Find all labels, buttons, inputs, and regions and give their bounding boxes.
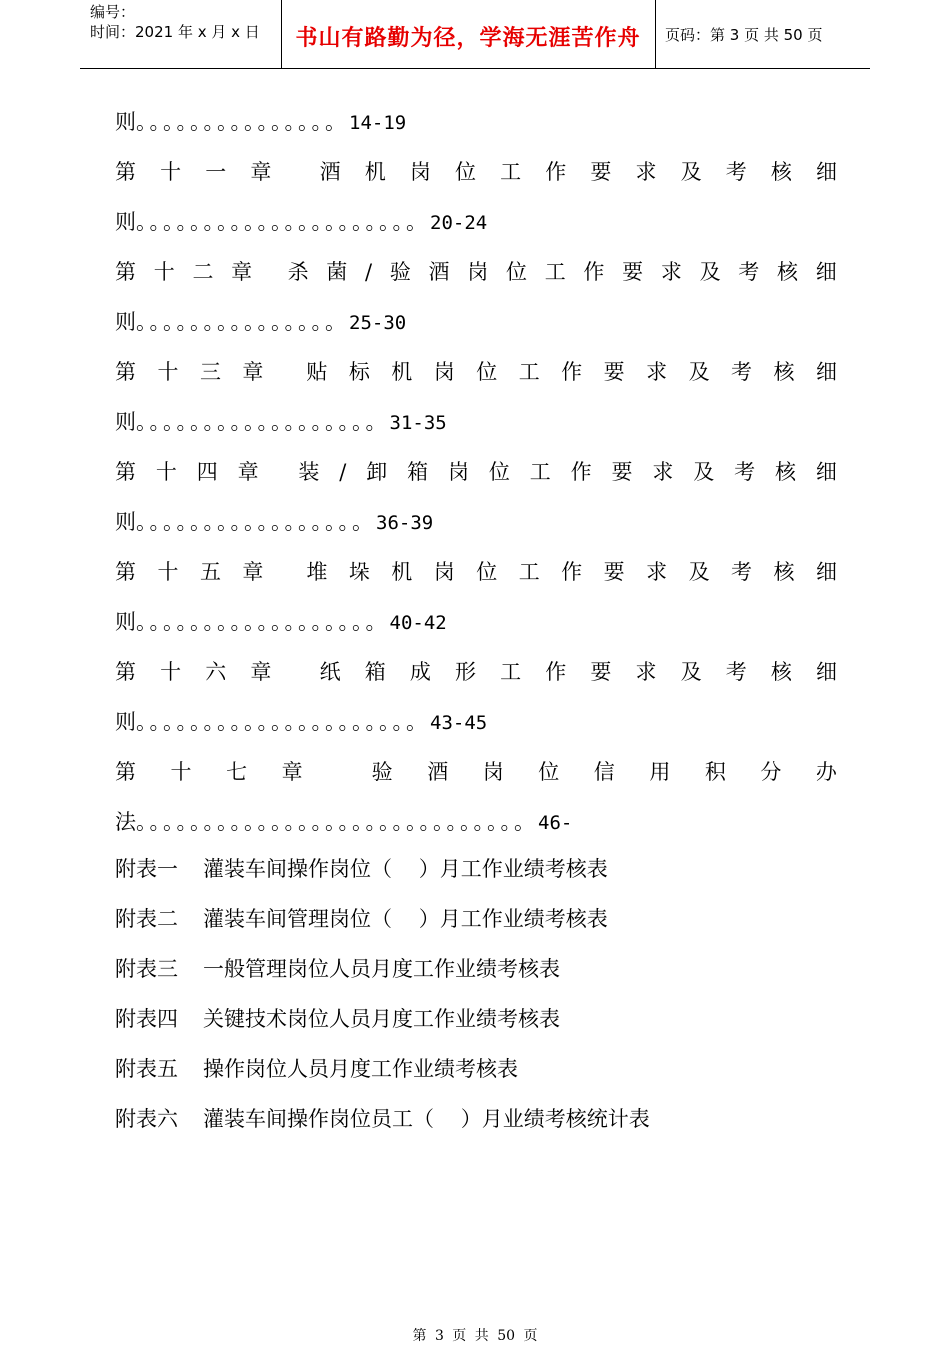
toc-chapter-heading xyxy=(115,252,837,292)
toc-heading-char: 验 xyxy=(389,260,411,284)
toc-heading-char: 要 xyxy=(590,160,612,184)
appendix-item xyxy=(115,999,560,1039)
toc-heading-char: 工 xyxy=(500,660,522,684)
toc-heading-char: 二 xyxy=(192,260,214,284)
toc-page-range: 20-24 xyxy=(430,212,488,234)
toc-heading-char: 及 xyxy=(680,660,702,684)
toc-heading-char: 考 xyxy=(731,560,753,584)
toc-heading-char: 求 xyxy=(652,460,674,484)
appendix-label: 附表一 xyxy=(115,857,178,881)
toc-leader-dots: 。。。。。。。。。。。。。。。。。。 xyxy=(136,610,390,634)
toc-heading-char: 细 xyxy=(815,460,837,484)
toc-entry-tail: 则 xyxy=(115,510,136,534)
toc-heading-char: 细 xyxy=(816,660,837,684)
toc-heading-char: 细 xyxy=(815,260,837,284)
toc-heading-char: 及 xyxy=(688,360,710,384)
toc-entry-tail: 则 xyxy=(115,210,136,234)
toc-heading-char: 核 xyxy=(770,660,792,684)
appendix-label: 附表六 xyxy=(115,1107,178,1131)
toc-heading-char: 第 xyxy=(115,660,136,684)
toc-heading-char: 作 xyxy=(570,460,592,484)
toc-heading-char: 机 xyxy=(391,360,413,384)
toc-entry-continuation xyxy=(115,602,447,642)
toc-heading-char: 十 xyxy=(160,660,182,684)
toc-leader-dots: 。。。。。。。。。。。。。。。。。。。。。。。。。。。。。 xyxy=(136,810,538,834)
toc-heading-char: 一 xyxy=(205,160,227,184)
toc-chapter-heading xyxy=(115,652,837,692)
toc-heading-char: 章 xyxy=(250,660,272,684)
toc-heading-char: 验 xyxy=(371,760,393,784)
toc-heading-char: 箱 xyxy=(407,460,429,484)
toc-page-range: 43-45 xyxy=(430,712,488,734)
toc-heading-char: 考 xyxy=(725,160,747,184)
toc-entry-tail: 则 xyxy=(115,310,136,334)
toc-heading-char: 第 xyxy=(115,160,136,184)
toc-heading-char: 要 xyxy=(590,660,612,684)
toc-page-range: 31-35 xyxy=(389,412,447,434)
toc-heading-char: 杀 xyxy=(287,260,309,284)
toc-heading-char: 工 xyxy=(518,560,540,584)
toc-heading-char: / xyxy=(365,260,373,284)
toc-heading-char: 及 xyxy=(699,260,721,284)
toc-heading-char: 酒 xyxy=(428,260,450,284)
toc-heading-char: 第 xyxy=(115,560,136,584)
toc-heading-char: 作 xyxy=(561,560,583,584)
toc-leader-dots: 。。。。。。。。。。。。。。。。。 xyxy=(136,510,376,534)
toc-heading-char: 求 xyxy=(646,560,668,584)
toc-entry-continuation xyxy=(115,702,487,742)
toc-heading-char: 核 xyxy=(773,360,795,384)
appendix-title: 灌装车间管理岗位（ ）月工作业绩考核表 xyxy=(203,907,608,931)
toc-heading-char: 核 xyxy=(770,160,792,184)
toc-heading-char: 机 xyxy=(391,560,413,584)
toc-heading-char: 岗 xyxy=(409,160,431,184)
appendix-label: 附表五 xyxy=(115,1057,178,1081)
appendix-item xyxy=(115,949,560,989)
header-divider xyxy=(655,0,656,68)
header-page-info: 页码：第 3 页 共 50 页 xyxy=(665,26,823,44)
toc-page-range: 36-39 xyxy=(376,512,434,534)
toc-heading-char: 工 xyxy=(518,360,540,384)
toc-heading-char: 垛 xyxy=(348,560,370,584)
appendix-title: 操作岗位人员月度工作业绩考核表 xyxy=(203,1057,518,1081)
toc-heading-char: 作 xyxy=(545,660,567,684)
toc-leader-dots: 。。。。。。。。。。。。。。。 xyxy=(136,310,349,334)
toc-leader-dots: 。。。。。。。。。。。。。。。。。。。。。 xyxy=(136,710,430,734)
toc-heading-char: 求 xyxy=(635,160,657,184)
toc-heading-char: 十 xyxy=(155,460,177,484)
toc-heading-char: 核 xyxy=(777,260,799,284)
toc-heading-char: 箱 xyxy=(364,660,386,684)
toc-heading-char: 标 xyxy=(348,360,370,384)
toc-heading-char: 求 xyxy=(635,660,657,684)
toc-heading-char: 核 xyxy=(773,560,795,584)
toc-heading-char: 作 xyxy=(561,360,583,384)
toc-heading-char: 菌 xyxy=(326,260,348,284)
toc-heading-char: 第 xyxy=(115,460,136,484)
toc-heading-char: 三 xyxy=(199,360,221,384)
toc-heading-char: 位 xyxy=(476,560,498,584)
header-motto: 书山有路勤为径，学海无涯苦作舟 xyxy=(295,26,641,51)
appendix-item xyxy=(115,849,608,889)
toc-heading-char: 十 xyxy=(157,560,179,584)
toc-chapter-heading xyxy=(115,552,837,592)
toc-heading-char: 信 xyxy=(593,760,615,784)
toc-leader-dots: 。。。。。。。。。。。。。。。。。。 xyxy=(136,410,390,434)
toc-heading-char: 要 xyxy=(622,260,644,284)
toc-heading-char: 工 xyxy=(529,460,551,484)
toc-heading-char: 章 xyxy=(250,160,272,184)
toc-heading-char: 章 xyxy=(242,560,264,584)
toc-heading-char: 办 xyxy=(815,760,837,784)
toc-entry-continuation xyxy=(115,102,406,142)
toc-heading-char: 作 xyxy=(545,160,567,184)
toc-heading-char: 岗 xyxy=(482,760,504,784)
toc-entry-tail: 则 xyxy=(115,110,136,134)
toc-heading-char: 酒 xyxy=(427,760,449,784)
toc-page-range: 14-19 xyxy=(349,112,407,134)
appendix-item xyxy=(115,1099,650,1139)
page-footer: 第 3 页 共 50 页 xyxy=(412,1328,538,1344)
toc-heading-char: / xyxy=(339,460,347,484)
toc-heading-char: 十 xyxy=(153,260,175,284)
toc-heading-char: 岗 xyxy=(447,460,469,484)
toc-entry-tail: 则 xyxy=(115,710,136,734)
toc-heading-char: 第 xyxy=(115,260,136,284)
toc-heading-char: 分 xyxy=(760,760,782,784)
toc-heading-char: 章 xyxy=(242,360,264,384)
document-date: 时间：2021 年 x 月 x 日 xyxy=(90,23,260,41)
page-header xyxy=(80,0,870,69)
appendix-item xyxy=(115,899,608,939)
appendix-item xyxy=(115,1049,518,1089)
toc-heading-char: 形 xyxy=(455,660,476,684)
toc-heading-char: 堆 xyxy=(306,560,328,584)
toc-heading-char: 位 xyxy=(505,260,527,284)
toc-heading-char: 求 xyxy=(646,360,668,384)
toc-leader-dots: 。。。。。。。。。。。。。。。。。。。。。 xyxy=(136,210,430,234)
toc-heading-char: 细 xyxy=(816,160,837,184)
toc-heading-char: 要 xyxy=(603,560,625,584)
toc-heading-char: 考 xyxy=(734,460,756,484)
appendix-label: 附表三 xyxy=(115,957,178,981)
toc-heading-char: 核 xyxy=(774,460,796,484)
toc-chapter-heading xyxy=(115,452,837,492)
toc-heading-char: 岗 xyxy=(433,360,455,384)
toc-heading-char: 岗 xyxy=(433,560,455,584)
toc-entry-tail: 则 xyxy=(115,610,136,634)
toc-entry-continuation xyxy=(115,502,433,542)
toc-heading-char: 要 xyxy=(603,360,625,384)
document-number-label: 编号： xyxy=(90,3,136,21)
toc-heading-char: 章 xyxy=(281,760,303,784)
toc-chapter-heading xyxy=(115,152,837,192)
toc-heading-char: 贴 xyxy=(306,360,328,384)
toc-heading-char: 十 xyxy=(170,760,192,784)
toc-entry-continuation xyxy=(115,402,447,442)
toc-heading-char: 考 xyxy=(738,260,760,284)
toc-entry-tail: 法 xyxy=(115,810,136,834)
toc-heading-char: 纸 xyxy=(319,660,341,684)
toc-heading-char: 十 xyxy=(160,160,182,184)
toc-heading-char: 岗 xyxy=(467,260,489,284)
toc-heading-char: 及 xyxy=(680,160,702,184)
toc-heading-char: 用 xyxy=(649,760,671,784)
toc-heading-char: 细 xyxy=(815,560,837,584)
appendix-label: 附表四 xyxy=(115,1007,178,1031)
toc-heading-char: 作 xyxy=(583,260,605,284)
header-meta xyxy=(90,2,260,42)
toc-heading-char: 位 xyxy=(538,760,560,784)
appendix-title: 灌装车间操作岗位员工（ ）月业绩考核统计表 xyxy=(203,1107,650,1131)
toc-chapter-heading xyxy=(115,752,837,792)
toc-heading-char: 五 xyxy=(199,560,221,584)
appendix-label: 附表二 xyxy=(115,907,178,931)
toc-entry-continuation xyxy=(115,302,406,342)
toc-heading-char: 及 xyxy=(688,560,710,584)
toc-entry-continuation xyxy=(115,802,572,842)
toc-chapter-heading xyxy=(115,352,837,392)
toc-page-range: 25-30 xyxy=(349,312,407,334)
toc-entry-continuation xyxy=(115,202,487,242)
toc-heading-char: 六 xyxy=(205,660,227,684)
toc-heading-char: 章 xyxy=(237,460,259,484)
appendix-title: 灌装车间操作岗位（ ）月工作业绩考核表 xyxy=(203,857,608,881)
toc-heading-char: 及 xyxy=(693,460,715,484)
toc-page-range: 40-42 xyxy=(389,612,447,634)
toc-heading-char: 工 xyxy=(500,160,522,184)
toc-heading-char: 卸 xyxy=(366,460,388,484)
toc-heading-char: 十 xyxy=(157,360,179,384)
toc-heading-char: 考 xyxy=(731,360,753,384)
toc-heading-char: 位 xyxy=(455,160,476,184)
toc-heading-char: 第 xyxy=(115,360,136,384)
appendix-title: 一般管理岗位人员月度工作业绩考核表 xyxy=(203,957,560,981)
appendix-title: 关键技术岗位人员月度工作业绩考核表 xyxy=(203,1007,560,1031)
toc-heading-char: 求 xyxy=(660,260,682,284)
toc-heading-char: 成 xyxy=(409,660,431,684)
toc-heading-char: 第 xyxy=(115,760,136,784)
toc-heading-char: 四 xyxy=(196,460,218,484)
toc-heading-char: 位 xyxy=(476,360,498,384)
toc-heading-char: 考 xyxy=(725,660,747,684)
toc-leader-dots: 。。。。。。。。。。。。。。。 xyxy=(136,110,349,134)
toc-heading-char: 位 xyxy=(488,460,510,484)
toc-heading-char: 机 xyxy=(364,160,386,184)
toc-entry-tail: 则 xyxy=(115,410,136,434)
toc-heading-char: 要 xyxy=(611,460,633,484)
toc-page-range: 46- xyxy=(538,812,573,834)
toc-heading-char: 七 xyxy=(226,760,248,784)
toc-heading-char: 细 xyxy=(815,360,837,384)
toc-heading-char: 装 xyxy=(298,460,320,484)
toc-heading-char: 章 xyxy=(231,260,253,284)
toc-heading-char: 积 xyxy=(704,760,726,784)
toc-heading-char: 酒 xyxy=(319,160,341,184)
toc-heading-char: 工 xyxy=(544,260,566,284)
